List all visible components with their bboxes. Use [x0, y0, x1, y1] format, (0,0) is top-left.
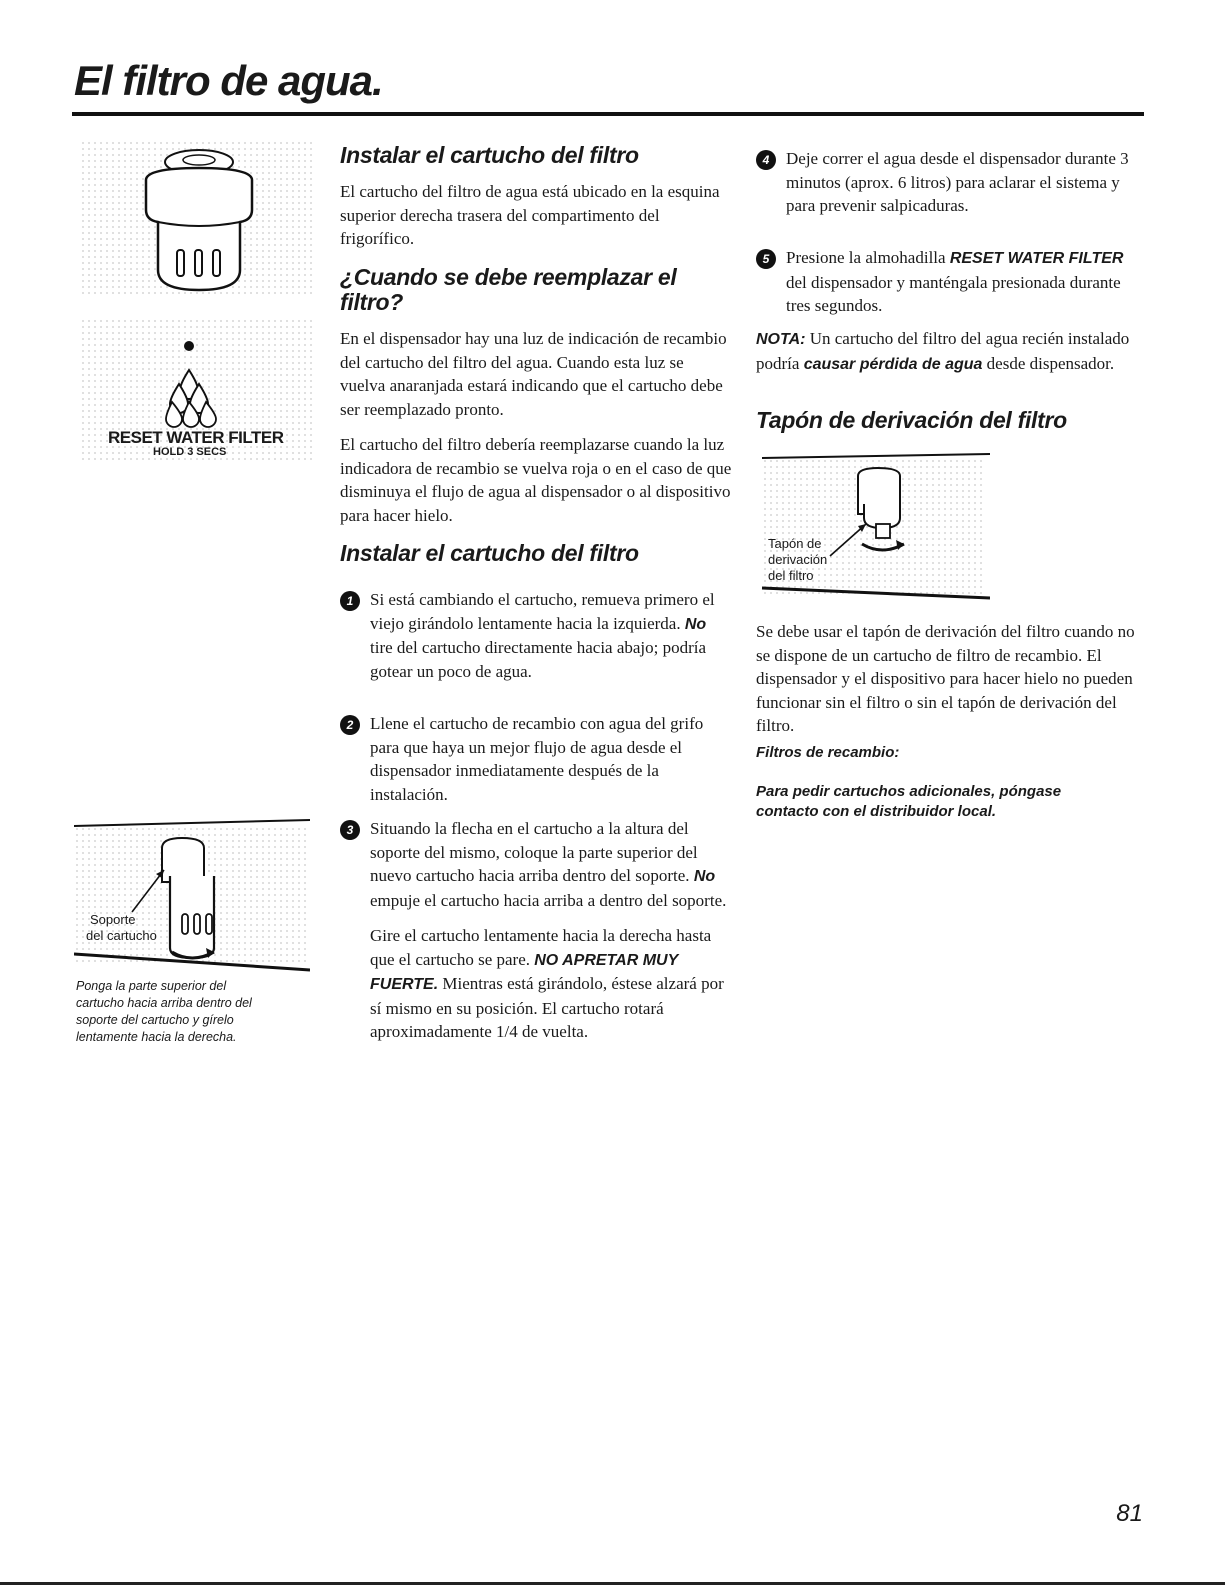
replace-red-light-paragraph: El cartucho del filtro debería reemplazarse cuando la luz indicadora de recambio se vuelva roja o en el caso de que disminuya el flujo de agua al dispensador o al dispositivo para hacer hielo.	[340, 435, 732, 525]
replace-indicator-paragraph: En el dispensador hay una luz de indicación de recambio del cartucho del filtro del agua. Cuando esta luz se vuelva anaranjada estará indicando que el cartucho debe ser reemplazado pronto.	[340, 329, 727, 419]
step-2-text: Llene el cartucho de recambio con agua del grifo para que haya un mejor flujo de agua desde el dispensador inmediatamente después de la instalación.	[370, 714, 704, 804]
step-2	[340, 712, 732, 806]
water-drops-icon	[80, 318, 312, 430]
heading-install-filter: Instalar el cartucho del filtro	[340, 142, 639, 168]
plug-label-line-3: del filtro	[768, 568, 814, 583]
middle-column	[340, 143, 732, 567]
step-1-text-b: tire del cartucho directamente hacia abajo; podría gotear un poco de agua.	[370, 638, 707, 681]
cartridge-holder-illustration	[74, 818, 310, 974]
cartridge-holder-icon	[74, 818, 310, 974]
step-number-1: 1	[340, 591, 360, 611]
page-title: El filtro de agua.	[74, 57, 383, 104]
step-5-text-a: Presione la almohadilla	[786, 248, 946, 267]
bypass-plug-illustration	[758, 448, 990, 604]
holder-caption: Ponga la parte superior del cartucho hacia arriba dentro del soporte del cartucho y gírelo lentamente hacia la derecha.	[76, 979, 252, 1044]
reset-water-filter-panel	[80, 318, 312, 460]
holder-label-line-2: del cartucho	[86, 928, 157, 943]
holder-label-line-1: Soporte	[90, 912, 136, 927]
heading-when-replace: ¿Cuando se debe reemplazar el filtro?	[340, 263, 677, 316]
step-1	[340, 588, 732, 683]
step-number-3: 3	[340, 820, 360, 840]
filter-cartridge-icon	[80, 140, 312, 298]
step-3-no-emphasis: No	[693, 868, 716, 885]
filter-cartridge-illustration	[80, 140, 312, 298]
step-3-text-d: Mientras está girándolo, éstese alzará por sí mismo en su posición. El cartucho rotará aproximadamente 1/4 de vuelta.	[370, 974, 724, 1041]
nota-paragraph	[756, 327, 1140, 376]
step-number-4: 4	[756, 150, 776, 170]
page-number: 81	[1116, 1500, 1143, 1527]
heading-bypass-plug: Tapón de derivación del filtro	[756, 407, 1067, 433]
step-1-text-a: Si está cambiando el cartucho, remueva primero el viejo girándolo lentamente hacia la izquierda.	[370, 590, 715, 633]
step-number-2: 2	[340, 715, 360, 735]
step-4	[756, 147, 1140, 218]
plug-label-line-1: Tapón de	[768, 536, 822, 551]
reset-water-filter-emphasis: RESET WATER FILTER	[949, 250, 1124, 267]
step-1-no-emphasis: No	[684, 615, 707, 633]
step-3-do-not-overtighten: NO APRETAR MUY FUERTE.	[370, 951, 678, 993]
step-number-5: 5	[756, 249, 776, 269]
nota-emphasis: causar pérdida de agua	[803, 355, 983, 373]
step-3-text-b: empuje el cartucho hacia arriba a dentro del soporte.	[370, 890, 727, 910]
step-3-text-a: Situando la flecha en el cartucho a la altura del soporte del mismo, coloque la parte superior del nuevo cartucho hacia arriba dentro del soporte.	[370, 819, 698, 885]
nota-text-b: desde dispensador.	[986, 353, 1115, 373]
bypass-plug-paragraph: Se debe usar el tapón de derivación del filtro cuando no se dispone de un cartucho de filtro de recambio. El dispensador y el dispositivo para hacer hielo no pueden funcionar sin el filtro o sin el tapón de derivación del filtro.	[756, 622, 1135, 735]
step-3	[340, 817, 732, 1044]
heading-install-steps: Instalar el cartucho del filtro	[340, 540, 639, 567]
nota-label: NOTA:	[756, 331, 806, 348]
step-5	[756, 246, 1140, 318]
replacement-filters-text: Para pedir cartuchos adicionales, póngase contacto con el distribuidor local.	[756, 783, 1062, 820]
reset-water-filter-label: RESET WATER FILTER	[108, 428, 284, 447]
title-rule	[72, 112, 1144, 116]
nota-text-a: Un cartucho del filtro del agua recién instalado podría	[756, 329, 1130, 373]
plug-label-line-2: derivación	[768, 552, 828, 567]
hold-3-secs-label: HOLD 3 SECS	[153, 446, 227, 458]
step-5-text-b: del dispensador y manténgala presionada durante tres segundos.	[786, 272, 1121, 315]
step-4-text: Deje correr el agua desde el dispensador durante 3 minutos (aprox. 6 litros) para aclarar el sistema y para prevenir salpicaduras.	[786, 149, 1129, 215]
step-3-text-c: Gire el cartucho lentamente hacia la derecha hasta que el cartucho se pare.	[370, 926, 712, 969]
replacement-filters-heading: Filtros de recambio:	[756, 744, 900, 761]
install-filter-paragraph: El cartucho del filtro de agua está ubicado en la esquina superior derecha trasera del compartimento del frigorífico.	[340, 182, 720, 249]
